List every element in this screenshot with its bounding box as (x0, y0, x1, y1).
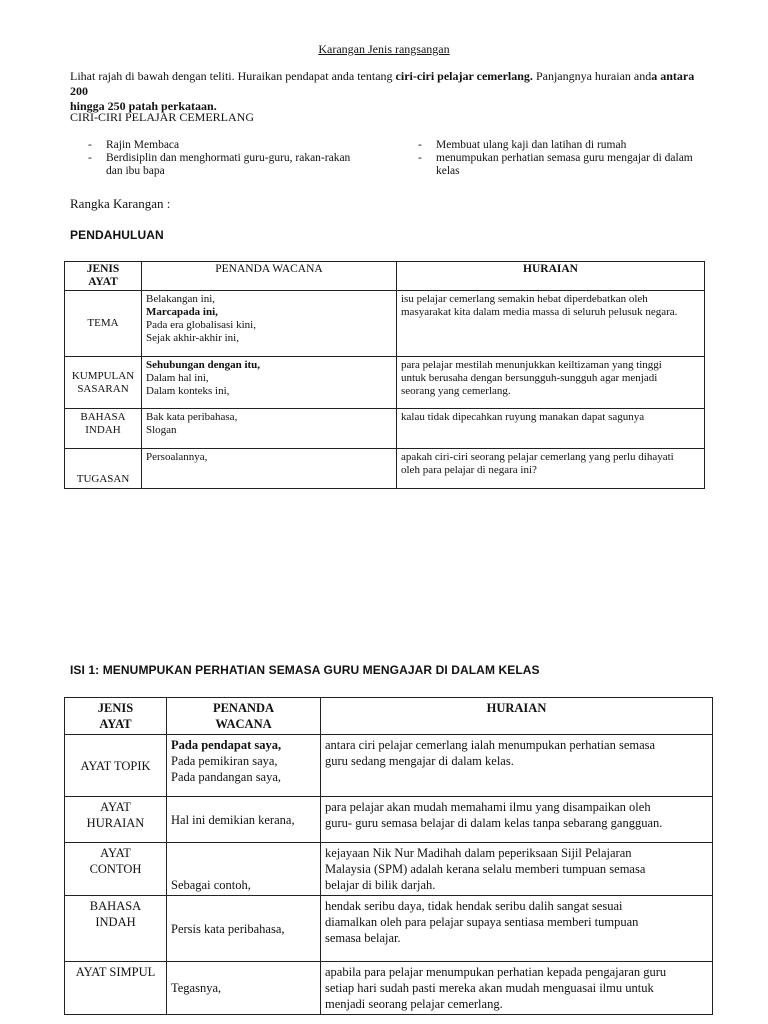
bullet-dash: - (418, 139, 422, 151)
cell-jenis-ayat (65, 449, 142, 489)
table-row (65, 449, 705, 489)
cell-text: Hal ini demikian kerana, (171, 812, 295, 827)
ciri-list-right (418, 139, 718, 178)
cell-text: Slogan (146, 424, 177, 436)
cell-penanda-wacana (167, 896, 321, 962)
bullet-dash: - (88, 139, 92, 151)
cell-penanda-wacana (142, 449, 397, 489)
cell-jenis-ayat (65, 357, 142, 409)
table-row (65, 896, 713, 962)
instructions-bold-topic: ciri-ciri pelajar cemerlang. (395, 69, 533, 83)
cell-text: apakah ciri-ciri seorang pelajar cemerlang yang perlu dihayati (401, 451, 674, 463)
cell-text: guru sedang mengajar di dalam kelas. (325, 754, 514, 768)
header-huraian: HURAIAN (321, 698, 713, 735)
cell-text: Tegasnya, (171, 981, 222, 995)
table-row (65, 357, 705, 409)
list-item (418, 139, 718, 152)
cell-jenis-ayat (65, 962, 167, 1015)
instructions-bold-length-2: hingga 250 patah perkataan. (70, 99, 217, 113)
cell-text: Sebagai contoh, (171, 878, 251, 892)
instructions (70, 69, 710, 114)
isi1-heading: ISI 1: MENUMPUKAN PERHATIAN SEMASA GURU MENGAJAR DI DALAM KELAS (70, 663, 540, 677)
cell-text: INDAH (85, 424, 121, 436)
list-item-text: kelas (436, 165, 460, 177)
cell-text: Sehubungan dengan itu, (146, 359, 261, 371)
cell-huraian (397, 409, 705, 449)
cell-text: setiap hari sudah pasti mereka akan mudah menguasai ilmu untuk (325, 981, 654, 995)
cell-text: Marcapada ini, (146, 306, 218, 318)
cell-text: para pelajar akan mudah memahami ilmu yang disampaikan oleh (325, 800, 651, 814)
instructions-text-2: Panjangnya huraian and (532, 69, 652, 83)
cell-huraian (397, 449, 705, 489)
cell-penanda-wacana (142, 291, 397, 357)
cell-text: Sejak akhir-akhir ini, (146, 332, 239, 344)
bullet-dash: - (88, 152, 92, 164)
table-header-row (65, 698, 713, 735)
bullet-dash: - (418, 152, 422, 164)
cell-text: menjadi seorang pelajar cemerlang. (325, 997, 503, 1011)
table-row (65, 843, 713, 896)
cell-huraian (321, 735, 713, 797)
cell-huraian (321, 962, 713, 1015)
cell-huraian (321, 843, 713, 896)
cell-text: hendak seribu daya, tidak hendak seribu dalih sangat sesuai (325, 899, 623, 913)
cell-text: kalau tidak dipecahkan ruyung manakan dapat sagunya (401, 411, 645, 423)
pendahuluan-table (64, 261, 705, 489)
cell-text: SASARAN (77, 382, 129, 395)
cell-huraian (397, 357, 705, 409)
list-item-continuation (88, 165, 370, 178)
cell-text: AYAT TOPIK (80, 758, 151, 773)
cell-text: isu pelajar cemerlang semakin hebat diperdebatkan oleh (401, 293, 648, 305)
list-item-continuation (418, 165, 718, 178)
cell-text: KUMPULAN (71, 369, 135, 382)
pendahuluan-heading: PENDAHULUAN (70, 228, 164, 242)
cell-text: Dalam hal ini, (146, 372, 209, 384)
cell-text: TEMA (87, 317, 119, 329)
table-row (65, 797, 713, 843)
cell-text: Pada era globalisasi kini, (146, 319, 256, 331)
cell-jenis-ayat (65, 735, 167, 797)
list-item-text: dan ibu bapa (106, 165, 165, 177)
list-item-text: Rajin Membaca (106, 139, 180, 151)
cell-text: belajar di bilik darjah. (325, 878, 436, 892)
rangka-karangan-label: Rangka Karangan : (70, 196, 171, 211)
cell-text: Pada pendapat saya, (171, 738, 282, 752)
list-item (418, 152, 718, 165)
cell-penanda-wacana (167, 797, 321, 843)
list-item (88, 139, 370, 152)
cell-text: guru- guru semasa belajar di dalam kelas tanpa sebarang gangguan. (325, 816, 663, 830)
cell-jenis-ayat (65, 843, 167, 896)
ciri-list-left (88, 139, 370, 178)
cell-text: HURAIAN (86, 816, 145, 830)
header-penanda-wacana: PENANDA WACANA (167, 698, 321, 735)
cell-jenis-ayat (65, 896, 167, 962)
cell-text: Bak kata peribahasa, (146, 411, 238, 423)
cell-text: CONTOH (89, 862, 142, 876)
cell-huraian (397, 291, 705, 357)
cell-text: Belakangan ini, (146, 293, 216, 305)
table-row (65, 962, 713, 1015)
list-item (88, 152, 370, 165)
cell-text: Dalam konteks ini, (146, 385, 230, 397)
cell-penanda-wacana (167, 843, 321, 896)
list-item-text: Membuat ulang kaji dan latihan di rumah (436, 139, 627, 151)
cell-text: AYAT (100, 800, 131, 814)
table-row (65, 409, 705, 449)
cell-text: para pelajar mestilah menunjukkan keiltizaman yang tinggi (401, 359, 662, 371)
header-penanda-wacana: PENANDA WACANA (142, 262, 397, 291)
list-item-text: Berdisiplin dan menghormati guru-guru, rakan-rakan (106, 152, 351, 164)
cell-text: antara ciri pelajar cemerlang ialah menumpukan perhatian semasa (325, 738, 656, 752)
cell-text: BAHASA (89, 899, 142, 913)
header-jenis-ayat: JENIS AYAT (65, 698, 167, 735)
ciri-heading: CIRI-CIRI PELAJAR CEMERLANG (70, 110, 255, 124)
header-jenis-ayat: JENIS AYAT (65, 262, 142, 291)
cell-text: apabila para pelajar menumpukan perhatian kepada pengajaran guru (325, 965, 667, 979)
cell-penanda-wacana (142, 357, 397, 409)
cell-text: diamalkan oleh para pelajar supaya sentiasa memberi tumpuan (325, 915, 639, 929)
cell-text: AYAT SIMPUL (75, 965, 156, 979)
cell-text: BAHASA (80, 411, 126, 423)
table-row (65, 735, 713, 797)
cell-text: Persoalannya, (146, 451, 208, 463)
cell-jenis-ayat (65, 797, 167, 843)
cell-penanda-wacana (167, 735, 321, 797)
cell-huraian (321, 797, 713, 843)
instructions-text: Lihat rajah di bawah dengan teliti. Huraikan pendapat anda tentang (70, 69, 396, 83)
cell-text: oleh para pelajar di negara ini? (401, 464, 537, 476)
cell-text: Persis kata peribahasa, (171, 921, 285, 936)
cell-jenis-ayat (65, 291, 142, 357)
header-huraian: HURAIAN (397, 262, 705, 291)
cell-penanda-wacana (167, 962, 321, 1015)
cell-text: AYAT (100, 846, 131, 860)
isi1-table (64, 697, 713, 1015)
instructions-bold-length: a antara 200 (70, 69, 695, 98)
cell-text: TUGASAN (76, 473, 130, 485)
cell-text: semasa belajar. (325, 931, 401, 945)
cell-text: untuk berusaha dengan bersungguh-sungguh agar menjadi (401, 372, 658, 384)
cell-text: Pada pandangan saya, (171, 770, 282, 784)
document-title: Karangan Jenis rangsangan (318, 42, 450, 56)
cell-text: seorang yang cemerlang. (401, 385, 511, 397)
list-item-text: menumpukan perhatian semasa guru mengajar di dalam (436, 152, 693, 164)
cell-jenis-ayat (65, 409, 142, 449)
table-row (65, 291, 705, 357)
cell-text: Pada pemikiran saya, (171, 754, 278, 768)
cell-text: INDAH (95, 915, 136, 929)
cell-text: masyarakat kita dalam media massa di seluruh pelusuk negara. (401, 306, 678, 318)
table-header-row (65, 262, 705, 291)
cell-huraian (321, 896, 713, 962)
cell-penanda-wacana (142, 409, 397, 449)
cell-text: kejayaan Nik Nur Madihah dalam peperiksaan Sijil Pelajaran (325, 846, 632, 860)
cell-text: Malaysia (SPM) adalah kerana selalu memberi tumpuan semasa (325, 862, 646, 876)
